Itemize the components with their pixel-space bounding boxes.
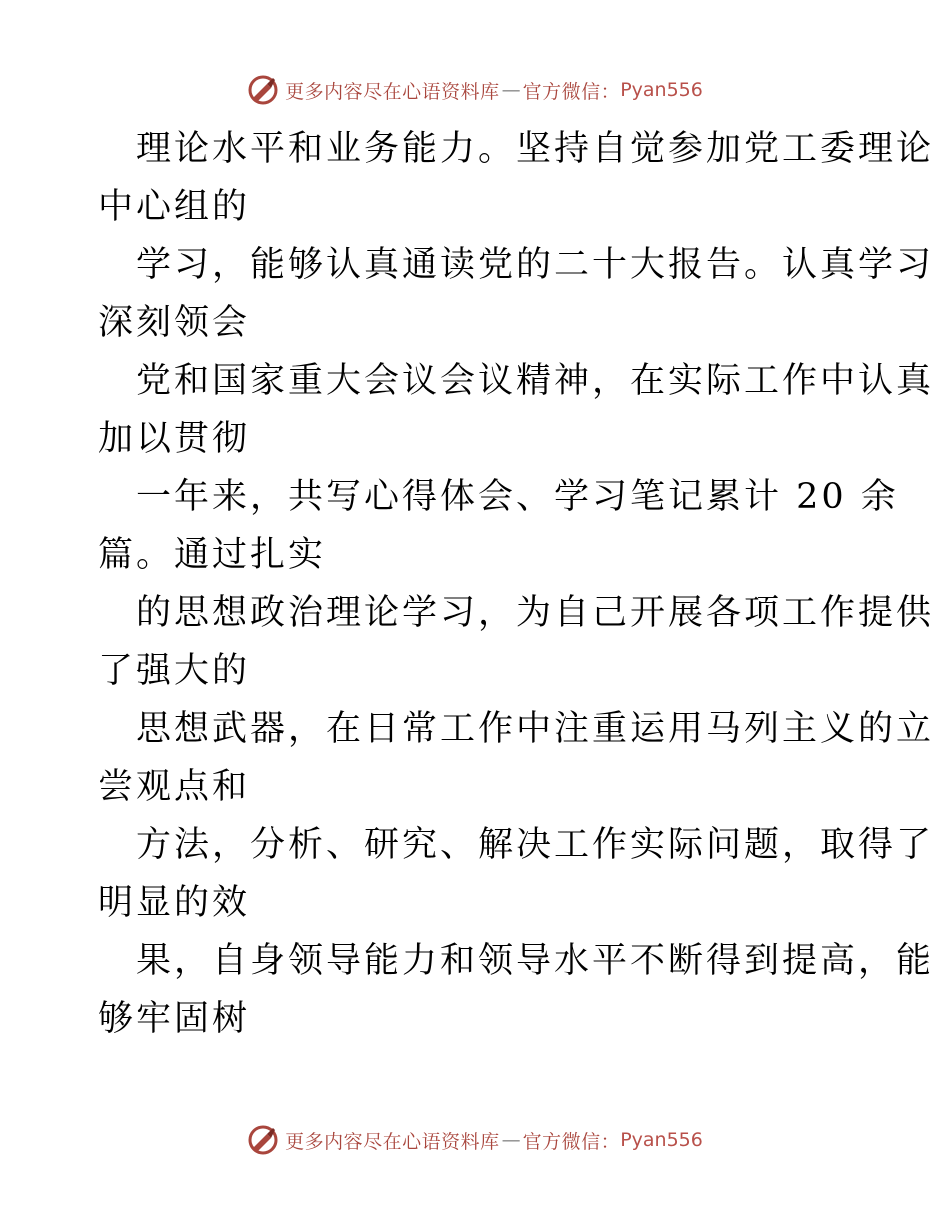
text-line: 学习，能够认真通读党的二十大报告。认真学习	[136, 245, 935, 285]
text-line: 尝观点和	[98, 767, 251, 807]
header-watermark	[0, 70, 950, 110]
watermark-wechat-label: 官方微信：	[522, 1130, 621, 1153]
watermark-wechat-id: Pyan556	[620, 1129, 703, 1151]
watermark-separator: —	[501, 1129, 521, 1151]
text-line: 深刻领会	[98, 303, 251, 343]
text-line: 党和国家重大会议会议精神，在实际工作中认真	[136, 361, 935, 401]
text-line: 中心组的	[98, 187, 251, 227]
watermark-separator: —	[501, 79, 521, 101]
text-line: 理论水平和业务能力。坚持自觉参加党工委理论	[136, 129, 935, 169]
pen-logo-icon	[247, 74, 279, 106]
document-body	[98, 120, 935, 1048]
text-line: 够牢固树	[98, 999, 251, 1039]
text-line: 加以贯彻	[98, 419, 251, 459]
watermark-brand: 更多内容尽在心语资料库	[285, 1130, 500, 1153]
text-line: 思想武器，在日常工作中注重运用马列主义的立	[136, 709, 935, 749]
watermark-brand: 更多内容尽在心语资料库	[285, 80, 500, 103]
watermark-wechat-id: Pyan556	[620, 79, 703, 101]
pen-logo-icon	[247, 1124, 279, 1156]
text-line: 了强大的	[98, 651, 251, 691]
text-line: 明显的效	[98, 883, 251, 923]
text-line: 一年来，共写心得体会、学习笔记累计 20 余	[136, 477, 899, 517]
text-line: 方法，分析、研究、解决工作实际问题，取得了	[136, 825, 935, 865]
text-line: 的思想政治理论学习，为自己开展各项工作提供	[136, 593, 935, 633]
text-line: 篇。通过扎实	[98, 535, 327, 575]
text-line: 果，自身领导能力和领导水平不断得到提高，能	[136, 941, 935, 981]
watermark-wechat-label: 官方微信：	[522, 80, 621, 103]
footer-watermark	[0, 1120, 950, 1160]
